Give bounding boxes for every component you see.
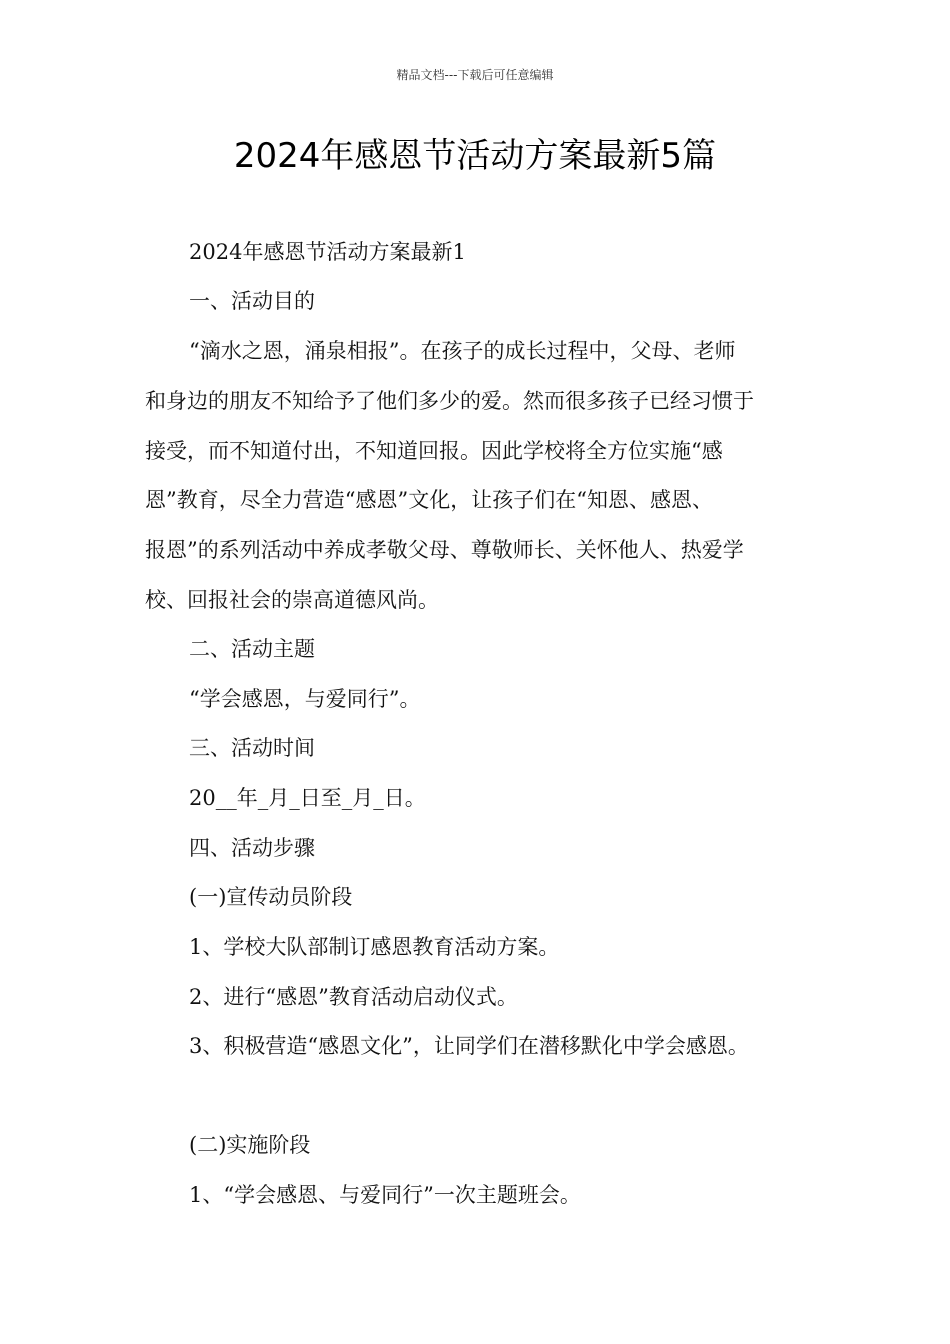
page-title: 2024年感恩节活动方案最新5篇: [233, 136, 717, 176]
paragraph-line: 报恩”的系列活动中养成孝敬父母、尊敬师长、关怀他人、热爱学: [145, 538, 744, 562]
paragraph-line: 校、回报社会的崇高道德风尚。: [145, 588, 439, 612]
section-heading: 三、活动时间: [189, 736, 315, 760]
header-note: 精品文档---下载后可任意编辑: [396, 68, 554, 82]
list-item: 3、积极营造“感恩文化”，让同学们在潜移默化中学会感恩。: [189, 1034, 749, 1058]
paragraph-line: 接受，而不知道付出，不知道回报。因此学校将全方位实施“感: [145, 439, 723, 463]
list-item: 1、“学会感恩、与爱同行”一次主题班会。: [189, 1183, 581, 1207]
section-heading: 2024年感恩节活动方案最新1: [189, 240, 466, 264]
section-heading: 四、活动步骤: [189, 836, 315, 860]
section-heading: 二、活动主题: [189, 637, 315, 661]
section-heading: 一、活动目的: [189, 289, 315, 313]
paragraph-line: 和身边的朋友不知给予了他们多少的爱。然而很多孩子已经习惯于: [145, 389, 754, 413]
paragraph-line: “学会感恩，与爱同行”。: [189, 687, 421, 711]
list-item: 1、学校大队部制订感恩教育活动方案。: [189, 935, 560, 959]
list-item: 2、进行“感恩”教育活动启动仪式。: [189, 985, 518, 1009]
paragraph-line: “滴水之恩，涌泉相报”。在孩子的成长过程中，父母、老师: [189, 339, 736, 363]
subsection-heading: (一)宣传动员阶段: [189, 885, 353, 909]
paragraph-line: 恩”教育，尽全力营造“感恩”文化，让孩子们在“知恩、感恩、: [145, 488, 713, 512]
paragraph-line: 20__年_月_日至_月_日。: [189, 786, 426, 810]
subsection-heading: (二)实施阶段: [189, 1133, 311, 1157]
